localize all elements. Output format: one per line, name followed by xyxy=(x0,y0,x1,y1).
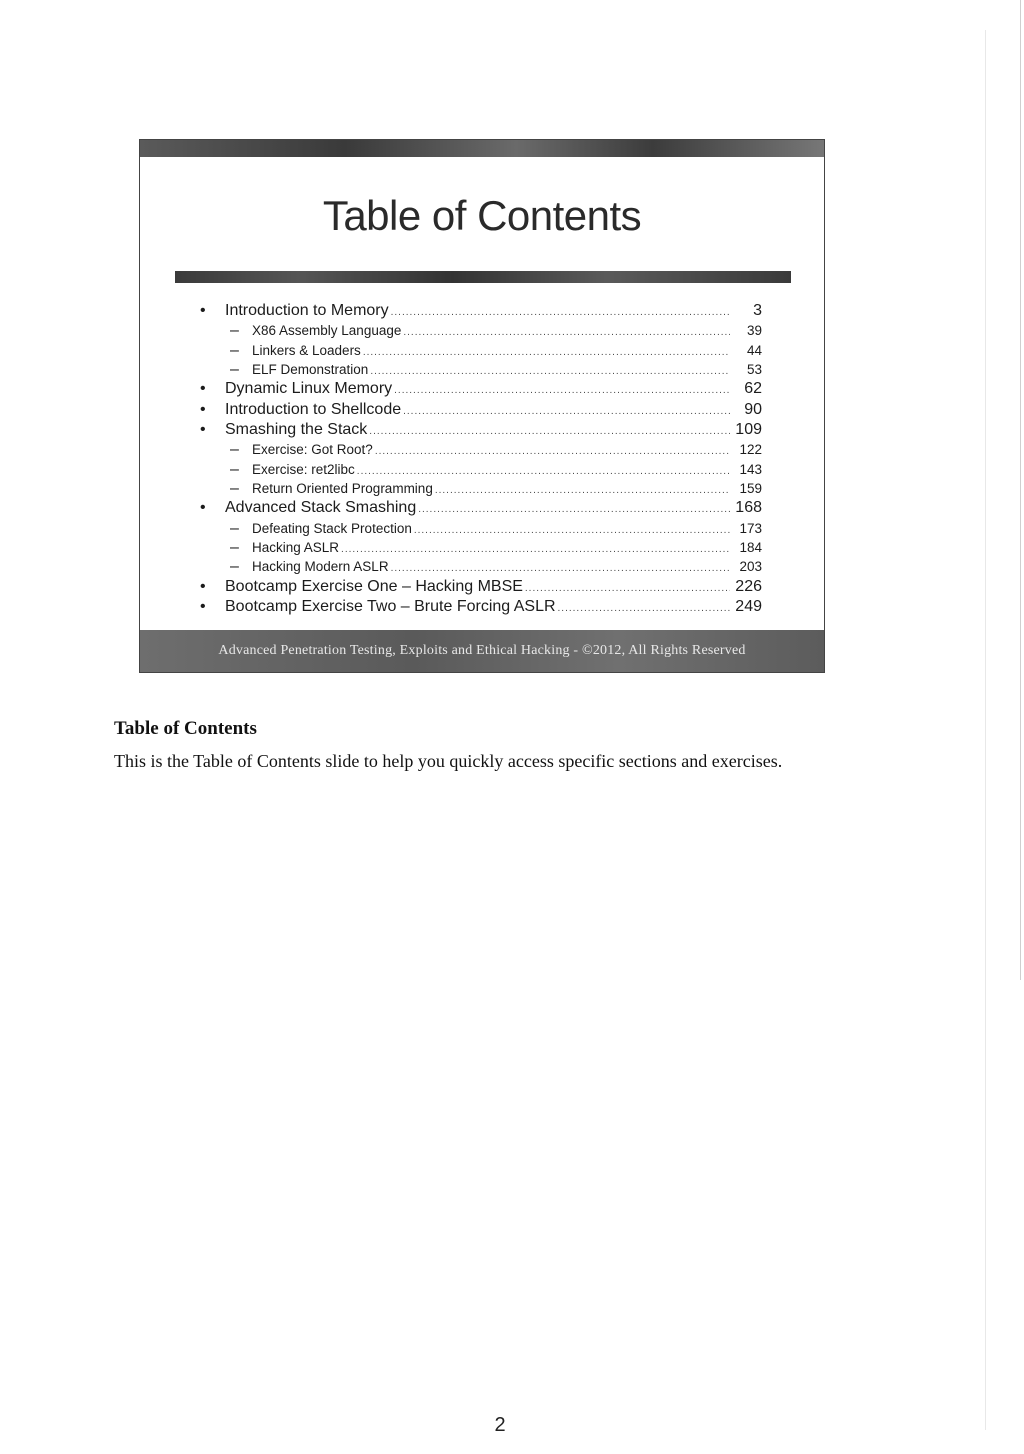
bullet-marker: • xyxy=(200,380,206,398)
bullet-marker: • xyxy=(200,400,206,418)
toc-entry-label: Return Oriented Programming xyxy=(252,481,433,497)
bullet-marker: • xyxy=(200,302,206,319)
bullet-marker: • xyxy=(200,499,206,517)
dot-leader xyxy=(525,579,730,597)
dot-leader xyxy=(370,362,730,379)
toc-entry-page: 109 xyxy=(735,421,762,439)
slide-footer: Advanced Penetration Testing, Exploits and Ethical Hacking - ©2012, All Rights Reserved xyxy=(140,630,824,672)
dash-marker: – xyxy=(230,441,239,459)
bullet-marker: • xyxy=(200,421,206,439)
dash-marker: – xyxy=(230,341,239,359)
dot-leader xyxy=(341,540,730,557)
toc-entry xyxy=(200,597,762,617)
dot-leader xyxy=(403,323,730,340)
scan-edge-line xyxy=(1020,0,1021,980)
toc-entry-page: 226 xyxy=(735,577,762,595)
toc-subentry xyxy=(200,341,762,360)
toc-entry-page: 203 xyxy=(739,559,762,575)
toc-entry-page: 143 xyxy=(739,461,762,477)
toc-entry xyxy=(200,379,762,399)
notes-heading: Table of Contents xyxy=(114,718,257,739)
toc-entry-page: 90 xyxy=(744,400,762,418)
page-number: 2 xyxy=(494,1414,506,1436)
toc-subentry xyxy=(200,360,762,379)
dot-leader xyxy=(357,462,730,479)
toc-entry-label: Bootcamp Exercise One – Hacking MBSE xyxy=(225,577,523,595)
toc-entry-label: Advanced Stack Smashing xyxy=(225,499,417,517)
bullet-marker: • xyxy=(200,598,206,616)
bullet-marker: • xyxy=(200,577,206,595)
toc-entry-page: 3 xyxy=(753,302,762,319)
toc-entry-label: Introduction to Memory xyxy=(225,302,389,319)
slide xyxy=(139,139,825,673)
toc-entry-label: Exercise: ret2libc xyxy=(252,461,355,477)
toc-subentry xyxy=(200,440,762,459)
dash-marker: – xyxy=(230,322,239,340)
dot-leader xyxy=(391,559,730,576)
toc-entry xyxy=(200,420,762,440)
dash-marker: – xyxy=(230,519,239,537)
toc-entry-page: 53 xyxy=(746,361,762,377)
dot-leader xyxy=(414,521,730,538)
toc-entry-page: 184 xyxy=(739,540,762,556)
toc-entry-page: 122 xyxy=(739,442,762,458)
toc-subentry xyxy=(200,519,762,538)
dot-leader xyxy=(403,402,730,420)
toc-entry-label: Exercise: Got Root? xyxy=(252,442,373,458)
toc-entry-label: Linkers & Loaders xyxy=(252,342,361,358)
slide-title: Table of Contents xyxy=(322,192,642,239)
toc-subentry xyxy=(200,460,762,479)
toc-entry-page: 62 xyxy=(744,380,762,398)
dot-leader xyxy=(369,422,730,440)
toc-subentry xyxy=(200,321,762,340)
toc-entry-page: 39 xyxy=(746,323,762,339)
toc-subentry xyxy=(200,538,762,557)
dash-marker: – xyxy=(230,460,239,478)
table-of-contents xyxy=(200,301,762,617)
toc-entry xyxy=(200,400,762,420)
toc-entry-label: Defeating Stack Protection xyxy=(252,520,412,536)
toc-entry-label: Smashing the Stack xyxy=(225,421,368,439)
dot-leader xyxy=(435,481,730,498)
toc-entry-label: Hacking ASLR xyxy=(252,540,340,556)
dot-leader xyxy=(391,303,730,321)
toc-entry-label: Hacking Modern ASLR xyxy=(252,559,389,575)
toc-entry xyxy=(200,577,762,597)
dash-marker: – xyxy=(230,539,239,557)
toc-entry xyxy=(200,301,762,321)
toc-entry-label: Introduction to Shellcode xyxy=(225,400,402,418)
dash-marker: – xyxy=(230,480,239,498)
toc-entry-label: Bootcamp Exercise Two – Brute Forcing ASLR xyxy=(225,598,556,616)
toc-entry-label: ELF Demonstration xyxy=(252,361,369,377)
scan-edge-artifact xyxy=(985,30,992,1430)
toc-subentry xyxy=(200,479,762,498)
dot-leader xyxy=(418,500,730,518)
toc-entry-page: 168 xyxy=(735,499,762,517)
dash-marker: – xyxy=(230,360,239,378)
dot-leader xyxy=(363,343,730,360)
dash-marker: – xyxy=(230,558,239,576)
toc-subentry xyxy=(200,557,762,576)
title-divider xyxy=(175,271,791,283)
toc-entry-page: 44 xyxy=(746,342,762,358)
toc-entry-label: X86 Assembly Language xyxy=(252,323,402,339)
toc-entry-page: 159 xyxy=(739,481,762,497)
dot-leader xyxy=(375,442,730,459)
toc-entry xyxy=(200,498,762,518)
dot-leader xyxy=(394,381,730,399)
notes-body: This is the Table of Contents slide to help you quickly access specific sections and exercises. xyxy=(114,751,783,771)
toc-entry-page: 173 xyxy=(739,520,762,536)
toc-entry-label: Dynamic Linux Memory xyxy=(225,380,393,398)
slide-top-bar xyxy=(140,140,824,157)
toc-entry-page: 249 xyxy=(735,598,762,616)
dot-leader xyxy=(558,599,730,617)
